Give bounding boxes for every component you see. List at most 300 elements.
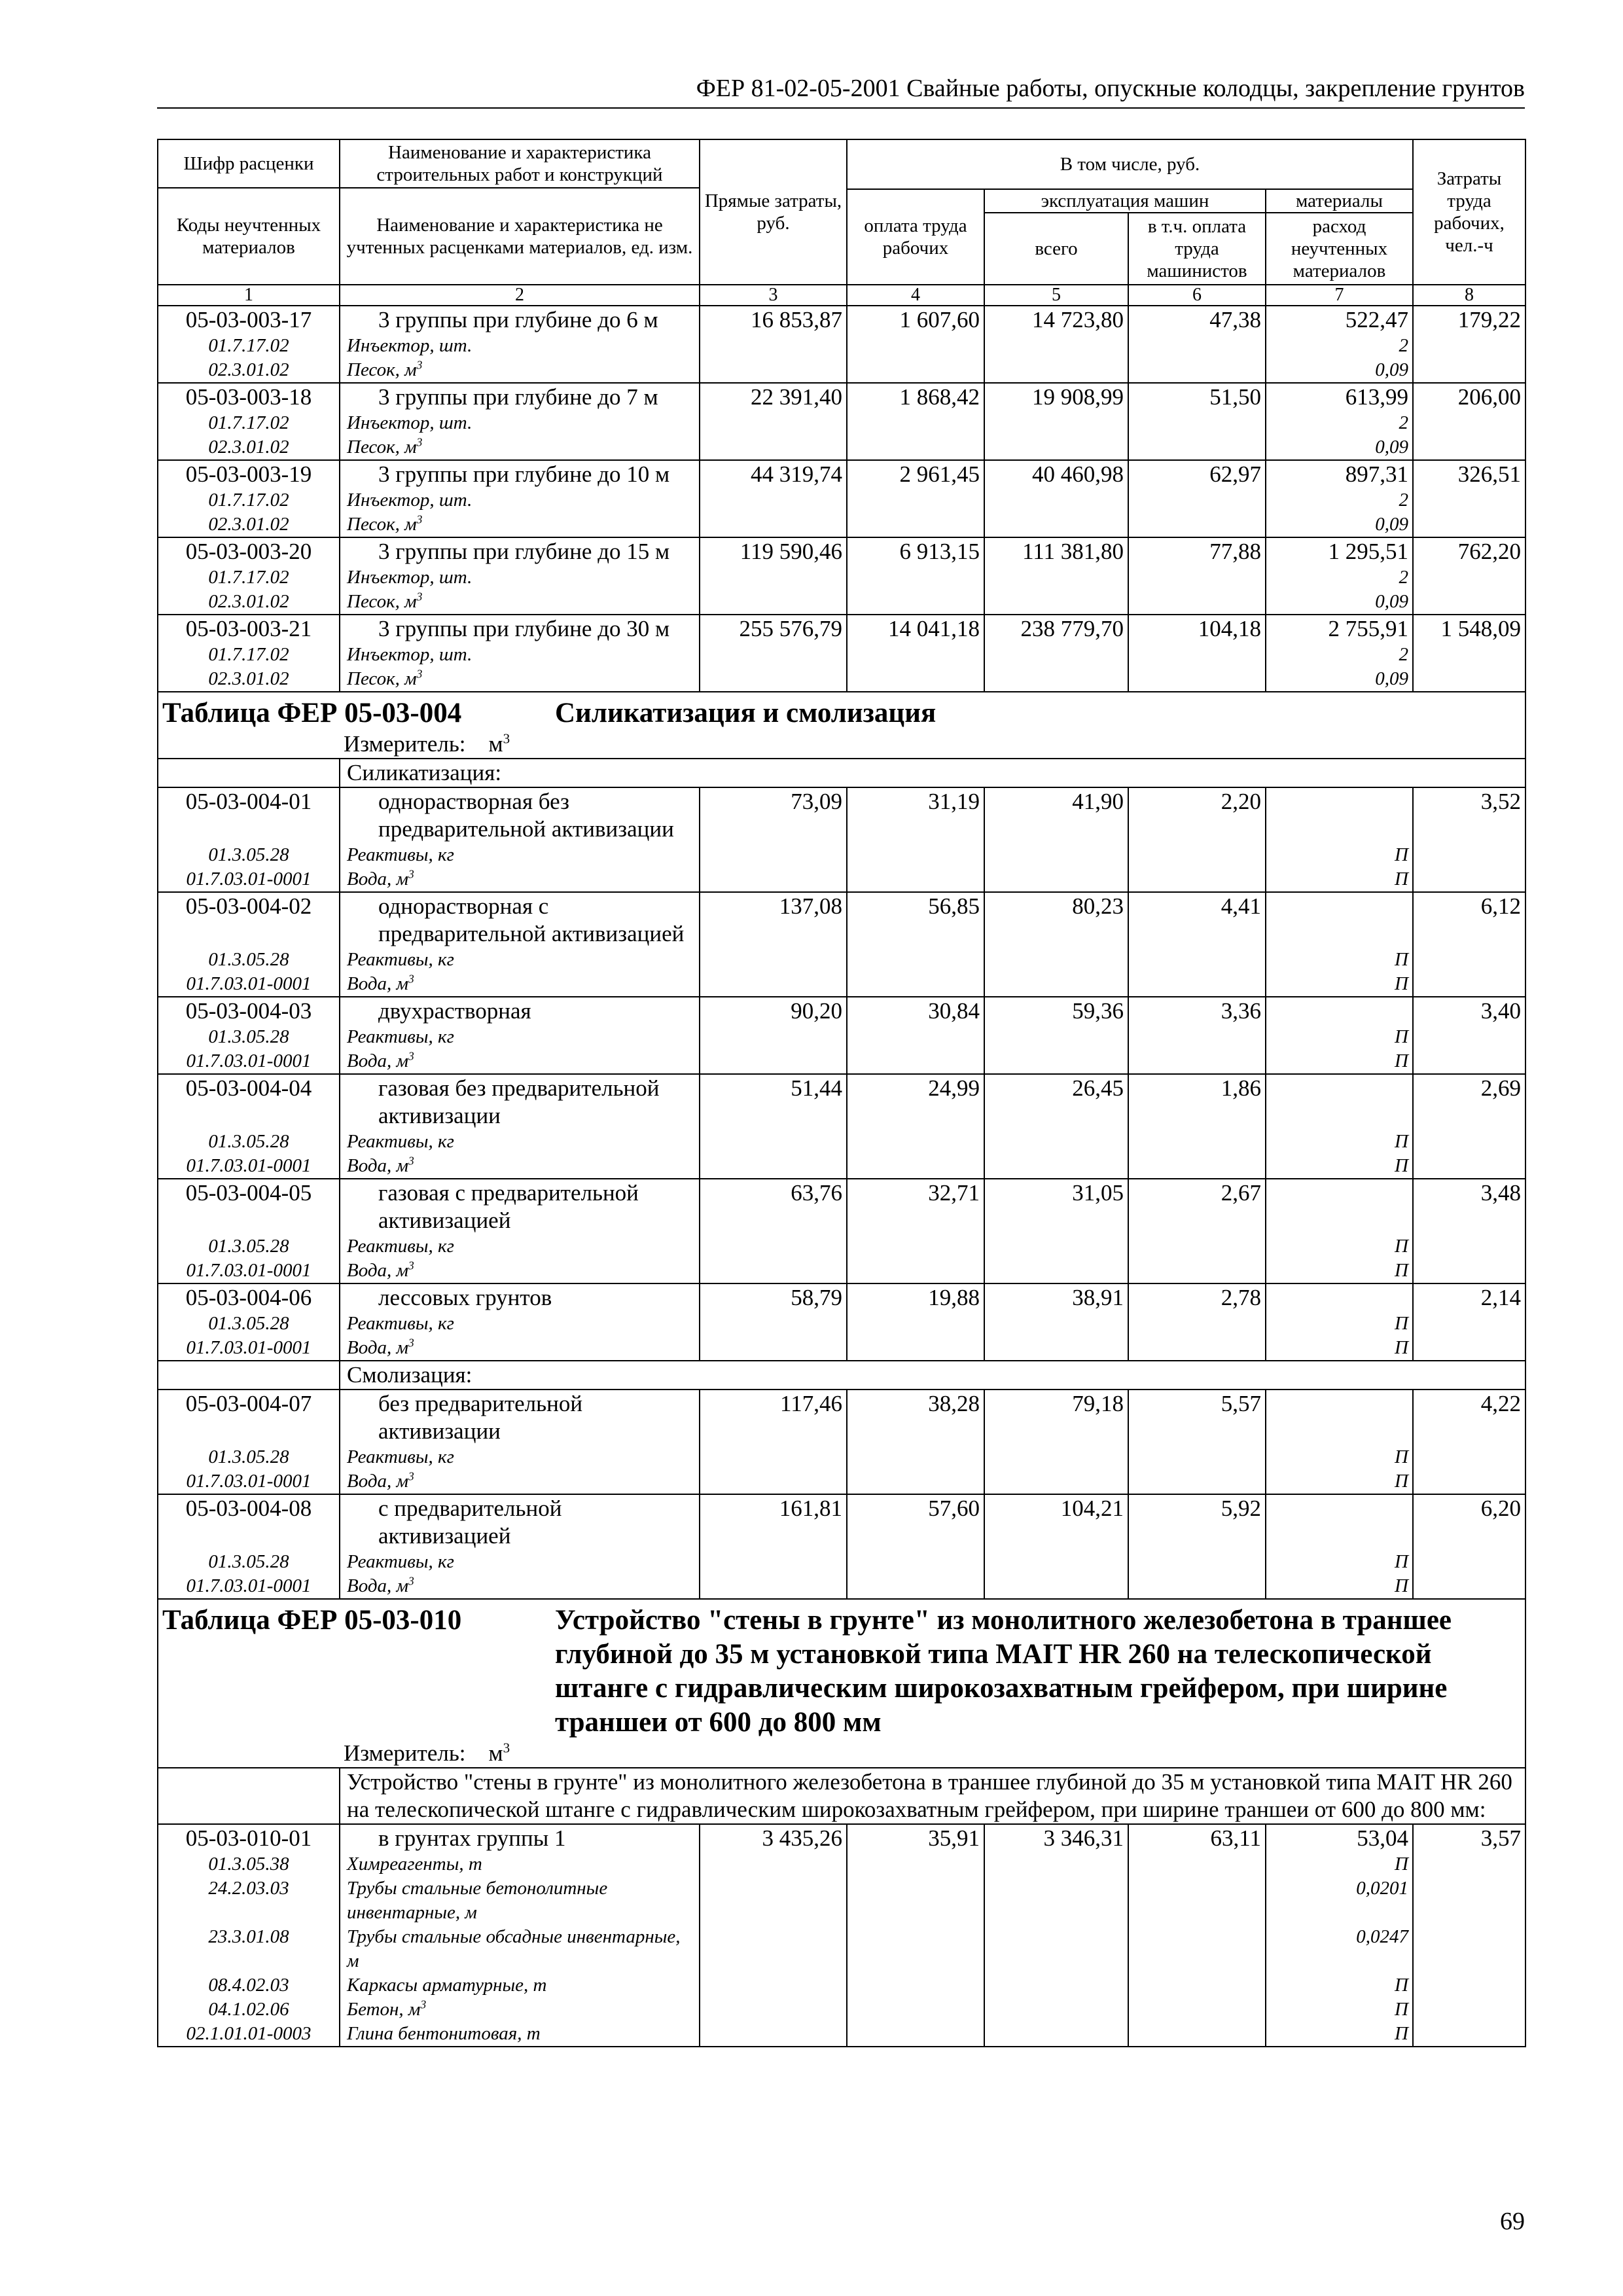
unit-superscript: 3 [408,1574,414,1588]
empty-cell [984,843,1128,867]
material-code: 23.3.01.08 [158,1925,340,1973]
material-code: 02.1.01.01-0003 [158,2022,340,2047]
empty-cell [847,1259,984,1283]
material-qty: П [1266,1445,1413,1469]
value-machinists: 2,20 [1128,787,1266,843]
th-incl: В том числе, руб. [847,139,1413,189]
material-qty: 2 [1266,334,1413,358]
measure-row [158,730,1525,759]
table-description: Устройство "стены в грунте" из монолитного железобетона в траншее глубиной до 35 м установкой типа MAIT HR 260 на телескопической штанге с гидравлическим широкозахватным грейфером, при ширине траншеи от 600 до 800 мм: [340,1768,1525,1824]
empty-cell [1413,1049,1525,1074]
empty-cell [1128,1130,1266,1154]
material-name-text: Инъектор, шт. [347,490,473,511]
material-name-text: Реактивы, кг [347,1026,454,1047]
empty-cell [1413,1852,1525,1876]
material-code: 01.7.03.01-0001 [158,972,340,997]
empty-cell [700,565,847,590]
material-row [158,1998,1525,2022]
unit-superscript: 3 [416,590,423,603]
value-machines: 19 908,99 [984,383,1128,411]
empty-cell [700,1973,847,1998]
material-name [340,972,700,997]
value-labor: 4,22 [1413,1390,1525,1445]
empty-cell [1413,1550,1525,1574]
empty-cell [1413,1130,1525,1154]
empty-cell [984,1469,1128,1494]
value-wages: 57,60 [847,1494,984,1550]
material-row [158,411,1525,435]
value-materials: 522,47 [1266,306,1413,334]
material-name-text: Трубы стальные обсадные инвентарные, м [347,1926,681,1971]
value-direct: 58,79 [700,1283,847,1312]
material-name [340,1259,700,1283]
value-labor: 762,20 [1413,537,1525,565]
empty-cell [984,411,1128,435]
material-qty: П [1266,1336,1413,1361]
empty-cell [847,1973,984,1998]
empty-cell [158,759,340,787]
material-name-text: Песок, м [347,359,417,380]
value-machines: 31,05 [984,1179,1128,1234]
material-name-text: Песок, м [347,514,417,535]
material-qty: П [1266,972,1413,997]
empty-cell [700,2022,847,2047]
material-name-text: Вода, м [347,1337,409,1358]
empty-cell [1128,843,1266,867]
value-direct: 90,20 [700,997,847,1025]
empty-cell [1128,643,1266,667]
unit-superscript: 3 [416,435,423,449]
empty-cell [700,1259,847,1283]
material-name-text: Реактивы, кг [347,844,454,865]
empty-cell [847,1130,984,1154]
material-name [340,411,700,435]
table-code: Таблица ФЕР 05-03-004 [162,698,462,728]
value-materials: 2 755,91 [1266,615,1413,643]
measure-label: Измеритель: [344,1740,466,1766]
rate-code: 05-03-003-20 [158,537,340,565]
material-row [158,1259,1525,1283]
material-row [158,1049,1525,1074]
material-qty: П [1266,867,1413,892]
empty-cell [984,1574,1128,1599]
value-machines: 80,23 [984,892,1128,948]
empty-cell [984,1973,1128,1998]
empty-cell [984,2022,1128,2047]
material-name [340,435,700,460]
empty-cell [847,435,984,460]
material-code: 02.3.01.02 [158,358,340,383]
th-labor: Затраты труда рабочих, чел.-ч [1413,139,1525,285]
empty-cell [984,1259,1128,1283]
value-direct: 73,09 [700,787,847,843]
value-labor: 3,52 [1413,787,1525,843]
empty-cell [1128,1973,1266,1998]
work-name: 3 группы при глубине до 30 м [340,615,700,643]
material-qty: П [1266,843,1413,867]
material-name-text: Вода, м [347,973,409,994]
measure [340,1740,1525,1768]
rate-code: 05-03-004-05 [158,1179,340,1234]
empty-cell [1413,867,1525,892]
table-row [158,1179,1525,1234]
empty-cell [1413,334,1525,358]
unit-superscript: 3 [408,972,414,986]
table-row [158,1494,1525,1550]
material-row [158,2022,1525,2047]
unit-superscript: 3 [408,1154,414,1168]
empty-cell [700,667,847,692]
empty-cell [1128,590,1266,615]
page-header: ФЕР 81-02-05-2001 Свайные работы, опускные колодцы, закрепление грунтов [696,75,1525,102]
col-num: 2 [340,285,700,306]
material-name [340,667,700,692]
value-wages: 2 961,45 [847,460,984,488]
work-name: 3 группы при глубине до 6 м [340,306,700,334]
value-direct: 255 576,79 [700,615,847,643]
empty-cell [984,867,1128,892]
work-name: двухрастворная [340,997,700,1025]
rate-code: 05-03-004-06 [158,1283,340,1312]
table-row [158,997,1525,1025]
empty-cell [847,358,984,383]
empty-cell [1128,411,1266,435]
empty-cell [847,1998,984,2022]
empty-cell [700,1130,847,1154]
material-qty: П [1266,1025,1413,1049]
empty-cell [158,1361,340,1390]
empty-cell [847,1234,984,1259]
table-row [158,1390,1525,1445]
section-row [158,759,1525,787]
value-wages: 24,99 [847,1074,984,1130]
value-materials: 1 295,51 [1266,537,1413,565]
empty-cell [984,1130,1128,1154]
empty-cell [1128,1550,1266,1574]
empty-cell [984,358,1128,383]
rate-code: 05-03-010-01 [158,1824,340,1852]
empty-cell [1128,1445,1266,1469]
table-title-row [158,1599,1525,1740]
material-name-text: Вода, м [347,1260,409,1281]
empty-cell [847,948,984,972]
material-name-text: Бетон, м [347,1999,421,2020]
value-direct: 117,46 [700,1390,847,1445]
value-direct: 137,08 [700,892,847,948]
empty-cell [700,867,847,892]
material-row [158,334,1525,358]
material-qty: 0,09 [1266,358,1413,383]
empty-cell [700,1049,847,1074]
work-name: 3 группы при глубине до 7 м [340,383,700,411]
empty-cell [847,1154,984,1179]
empty-cell [1128,667,1266,692]
empty-cell [700,1876,847,1925]
empty-cell [700,334,847,358]
empty-cell [847,2022,984,2047]
empty-cell [847,1469,984,1494]
value-wages: 31,19 [847,787,984,843]
empty-cell [847,590,984,615]
empty-cell [984,590,1128,615]
empty-cell [1413,1445,1525,1469]
material-name [340,488,700,512]
empty-cell [1413,488,1525,512]
value-direct: 51,44 [700,1074,847,1130]
empty-cell [158,1768,340,1824]
material-name [340,512,700,537]
material-row [158,1336,1525,1361]
material-code: 01.3.05.38 [158,1852,340,1876]
value-machines: 79,18 [984,1390,1128,1445]
th-wages: оплата труда рабочих [847,189,984,285]
empty-cell [847,667,984,692]
empty-cell [1413,565,1525,590]
material-name-text: Инъектор, шт. [347,335,473,356]
col-num: 7 [1266,285,1413,306]
material-name-text: Песок, м [347,437,417,457]
material-name [340,1574,700,1599]
material-row [158,435,1525,460]
unit-superscript: 3 [408,1259,414,1272]
value-wages: 30,84 [847,997,984,1025]
value-wages: 6 913,15 [847,537,984,565]
empty-cell [984,1550,1128,1574]
empty-cell [1128,1876,1266,1925]
material-code: 01.7.17.02 [158,334,340,358]
value-machines: 3 346,31 [984,1824,1128,1852]
material-name [340,565,700,590]
empty-cell [847,334,984,358]
material-qty: 2 [1266,488,1413,512]
table-title [158,692,1525,730]
material-row [158,1130,1525,1154]
empty-cell [1413,948,1525,972]
section-label: Смолизация: [340,1361,1525,1390]
empty-cell [700,1154,847,1179]
value-wages: 35,91 [847,1824,984,1852]
value-direct: 22 391,40 [700,383,847,411]
th-mat-usage: расход неучтенных материалов [1266,213,1413,285]
unit-superscript: 3 [503,1740,510,1756]
value-labor: 6,20 [1413,1494,1525,1550]
empty-cell [700,358,847,383]
work-name: 3 группы при глубине до 10 м [340,460,700,488]
material-qty: П [1266,1259,1413,1283]
material-name-text: Вода, м [347,1471,409,1492]
value-wages: 1 868,42 [847,383,984,411]
empty-cell [1413,1259,1525,1283]
material-row [158,1574,1525,1599]
work-name: с предварительной активизацией [340,1494,700,1550]
empty-cell [1128,972,1266,997]
value-machines: 104,21 [984,1494,1128,1550]
empty-cell [1128,1336,1266,1361]
value-machines: 14 723,80 [984,306,1128,334]
material-name [340,590,700,615]
table-row [158,1074,1525,1130]
empty-cell [1128,565,1266,590]
empty-cell [984,565,1128,590]
empty-cell [984,1154,1128,1179]
th-direct: Прямые затраты, руб. [700,139,847,285]
value-labor: 1 548,09 [1413,615,1525,643]
material-qty: П [1266,1130,1413,1154]
section-label: Силикатизация: [340,759,1525,787]
empty-cell [847,1550,984,1574]
material-qty: 0,09 [1266,667,1413,692]
empty-cell [1413,667,1525,692]
material-code: 01.3.05.28 [158,1025,340,1049]
empty-cell [700,1312,847,1336]
col-num: 8 [1413,285,1525,306]
material-name [340,1445,700,1469]
table-name: Силикатизация и смолизация [555,698,936,728]
value-materials [1266,892,1413,948]
empty-cell [700,512,847,537]
empty-cell [847,1574,984,1599]
unit-superscript: 3 [420,1998,427,2011]
table-row [158,383,1525,411]
th-code: Шифр расценки [158,139,340,188]
th-total: всего [984,213,1128,285]
empty-cell [700,435,847,460]
empty-cell [984,1925,1128,1973]
value-materials: 897,31 [1266,460,1413,488]
empty-cell [847,411,984,435]
material-name-text: Инъектор, шт. [347,567,473,588]
empty-cell [1413,435,1525,460]
material-name [340,1025,700,1049]
empty-cell [847,1049,984,1074]
material-row [158,1852,1525,1876]
material-name [340,358,700,383]
material-name [340,1469,700,1494]
value-wages: 32,71 [847,1179,984,1234]
empty-cell [158,1740,340,1768]
empty-cell [700,972,847,997]
material-code: 02.3.01.02 [158,590,340,615]
value-direct: 3 435,26 [700,1824,847,1852]
empty-cell [1413,1025,1525,1049]
material-name [340,1973,700,1998]
value-materials [1266,1494,1413,1550]
empty-cell [847,565,984,590]
value-machinists: 4,41 [1128,892,1266,948]
value-wages: 14 041,18 [847,615,984,643]
value-labor: 3,48 [1413,1179,1525,1234]
value-machinists: 77,88 [1128,537,1266,565]
empty-cell [1128,488,1266,512]
empty-cell [1128,1998,1266,2022]
empty-cell [1413,358,1525,383]
th-machines: эксплуатация машин [984,189,1266,213]
th-materials: материалы [1266,189,1413,213]
empty-cell [1128,334,1266,358]
material-name-text: Реактивы, кг [347,1446,454,1467]
table-code: Таблица ФЕР 05-03-010 [162,1605,462,1636]
material-qty: 2 [1266,565,1413,590]
empty-cell [1413,590,1525,615]
material-row [158,1312,1525,1336]
section-row [158,1361,1525,1390]
value-labor: 2,14 [1413,1283,1525,1312]
rate-code: 05-03-003-19 [158,460,340,488]
empty-cell [984,1336,1128,1361]
material-row [158,358,1525,383]
material-code: 01.7.17.02 [158,565,340,590]
empty-cell [984,1876,1128,1925]
material-name [340,334,700,358]
empty-cell [1413,1469,1525,1494]
material-qty: П [1266,1973,1413,1998]
material-row [158,512,1525,537]
value-machines: 59,36 [984,997,1128,1025]
material-row [158,590,1525,615]
value-machinists: 2,78 [1128,1283,1266,1312]
rate-code: 05-03-003-17 [158,306,340,334]
rate-code: 05-03-004-04 [158,1074,340,1130]
unit-superscript: 3 [408,867,414,881]
empty-cell [1413,972,1525,997]
value-machinists: 47,38 [1128,306,1266,334]
value-materials [1266,1179,1413,1234]
value-materials [1266,1283,1413,1312]
material-row [158,667,1525,692]
rate-code: 05-03-003-21 [158,615,340,643]
material-name-text: Инъектор, шт. [347,644,473,665]
value-labor: 3,40 [1413,997,1525,1025]
empty-cell [847,972,984,997]
material-name-text: Реактивы, кг [347,1313,454,1334]
empty-cell [700,1550,847,1574]
rate-code: 05-03-004-08 [158,1494,340,1550]
material-code: 01.7.03.01-0001 [158,1574,340,1599]
material-name-text: Реактивы, кг [347,949,454,970]
material-code: 04.1.02.06 [158,1998,340,2022]
empty-cell [1413,411,1525,435]
empty-cell [984,1025,1128,1049]
empty-cell [984,435,1128,460]
material-code: 01.7.03.01-0001 [158,1259,340,1283]
material-code: 08.4.02.03 [158,1973,340,1998]
empty-cell [984,1445,1128,1469]
empty-cell [847,843,984,867]
empty-cell [700,948,847,972]
table-name: Устройство "стены в грунте" из монолитного железобетона в траншее глубиной до 35 м установкой типа MAIT HR 260 на телескопической штанге с гидравлическим широкозахватным грейфером, при ширине траншеи от 600 до 800 мм [555,1605,1452,1738]
value-wages: 56,85 [847,892,984,948]
material-name [340,1049,700,1074]
material-qty: П [1266,948,1413,972]
material-name [340,1876,700,1925]
value-labor: 326,51 [1413,460,1525,488]
empty-cell [847,1312,984,1336]
material-row [158,948,1525,972]
empty-cell [158,730,340,759]
empty-cell [1128,1154,1266,1179]
value-machines: 26,45 [984,1074,1128,1130]
material-row [158,1925,1525,1973]
material-name [340,948,700,972]
empty-cell [1128,1259,1266,1283]
material-name-text: Вода, м [347,1050,409,1071]
empty-cell [700,643,847,667]
empty-cell [984,1852,1128,1876]
material-qty: П [1266,1154,1413,1179]
value-direct: 161,81 [700,1494,847,1550]
material-name-text: Химреагенты, т [347,1854,482,1874]
measure-unit: м [488,731,503,757]
